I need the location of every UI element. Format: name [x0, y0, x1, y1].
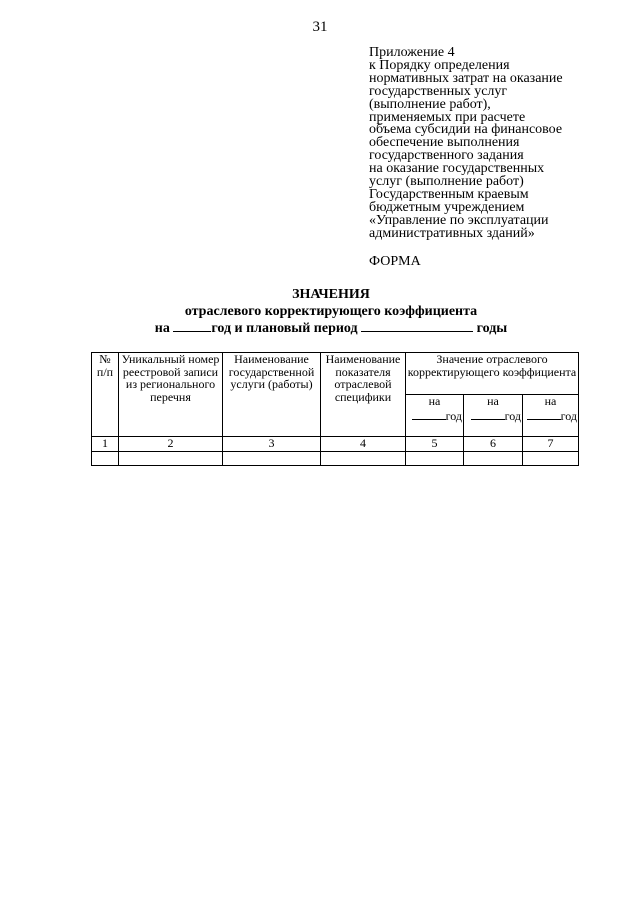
appendix-line: к Порядку определения — [369, 57, 510, 73]
year-on-label: на — [487, 394, 499, 408]
document-title: ЗНАЧЕНИЯ — [292, 287, 370, 302]
form-label: ФОРМА — [369, 254, 421, 269]
table-cell — [523, 452, 579, 466]
column-number: 6 — [464, 437, 523, 452]
table-cell — [464, 452, 523, 466]
column-number: 3 — [223, 437, 321, 452]
appendix-line: Государственным краевым — [369, 186, 529, 202]
page-number: 31 — [312, 19, 328, 35]
appendix-line: «Управление по эксплуатации — [369, 212, 549, 228]
header-coef-value: Значение отраслевого корректирующего коэффициента — [406, 353, 579, 395]
appendix-line: обеспечение выполнения — [369, 135, 520, 151]
header-year-3 — [523, 395, 579, 437]
header-year-1 — [406, 395, 464, 437]
year-blank — [527, 408, 561, 420]
table-cell — [92, 452, 119, 466]
period-blank — [361, 320, 473, 332]
column-number: 1 — [92, 437, 119, 452]
appendix-line: применяемых при расчете — [369, 109, 526, 125]
header-service-name: Наименование государственной услуги (работы) — [223, 353, 321, 437]
appendix-line: Приложение 4 — [369, 45, 455, 60]
appendix-line: нормативных затрат на оказание — [369, 70, 563, 86]
appendix-line: государственного задания — [369, 148, 524, 164]
column-number: 7 — [523, 437, 579, 452]
subtitle-year-period: год и плановый период — [211, 321, 358, 336]
year-word: год — [560, 408, 577, 423]
year-on-label: на — [428, 394, 441, 408]
appendix-line: бюджетным учреждением — [369, 199, 525, 215]
subtitle-years: годы — [476, 321, 508, 336]
header-year-2 — [464, 395, 523, 437]
year-blank — [471, 408, 505, 420]
appendix-line: на оказание государственных — [369, 161, 545, 177]
appendix-line: услуг (выполнение работ) — [369, 174, 524, 190]
appendix-line: административных зданий» — [369, 225, 535, 241]
appendix-line: государственных услуг — [369, 83, 508, 99]
document-subtitle — [0, 304, 640, 337]
table-cell — [321, 452, 406, 466]
coefficient-table — [91, 352, 579, 466]
subtitle-line-2 — [0, 320, 640, 337]
column-number: 2 — [119, 437, 223, 452]
appendix-line: (выполнение работ), — [369, 96, 491, 112]
year-on-label: на — [544, 394, 557, 408]
appendix-block — [369, 47, 563, 241]
year-blank — [173, 320, 211, 332]
table-cell — [119, 452, 223, 466]
header-num: № п/п — [92, 353, 119, 437]
subtitle-on: на — [154, 321, 170, 336]
year-word: год — [445, 408, 462, 423]
header-unique-number: Уникальный номер реестровой записи из регионального перечня — [119, 353, 223, 437]
column-number-row — [92, 437, 579, 452]
table-cell — [223, 452, 321, 466]
column-number: 4 — [321, 437, 406, 452]
header-indicator-name: Наименование показателя отраслевой специфики — [321, 353, 406, 437]
table-cell — [406, 452, 464, 466]
table-row — [92, 452, 579, 466]
subtitle-line-1: отраслевого корректирующего коэффициента — [184, 304, 478, 319]
year-blank — [412, 408, 446, 420]
year-word: год — [504, 408, 521, 423]
appendix-line: объема субсидии на финансовое — [369, 122, 563, 138]
column-number: 5 — [406, 437, 464, 452]
